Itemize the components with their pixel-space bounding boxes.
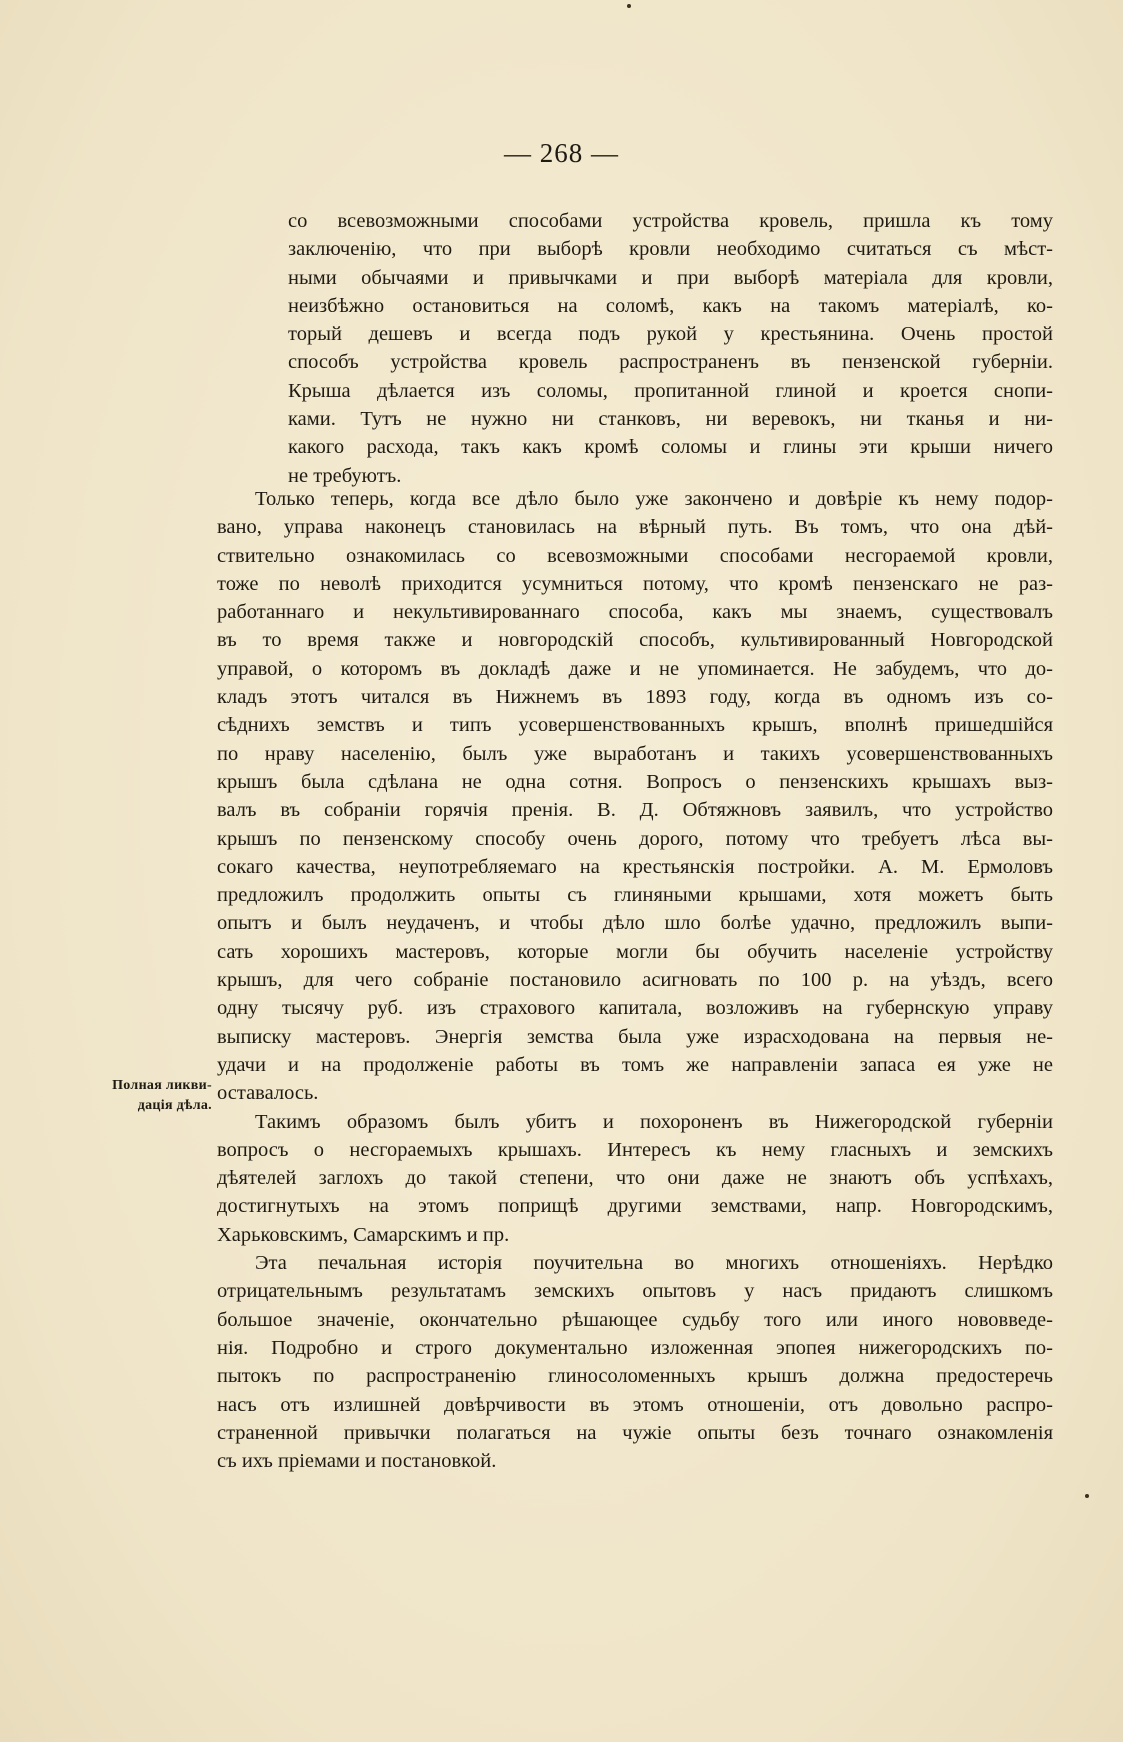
text-line: крышъ была сдѣлана не одна сотня. Вопросъ о пензенскихъ крышахъ выз- (217, 770, 1053, 793)
text-line: нія. Подробно и строго документально изложенная эпопея нижегородскихъ по- (217, 1336, 1053, 1359)
text-line: дѣятелей заглохъ до такой степени, что они даже не знаютъ объ успѣхахъ, (217, 1167, 1053, 1190)
text-line: ными обычаями и привычками и при выборѣ матеріала для кровли, (288, 266, 1053, 289)
text-line: валъ въ собраніи горячія пренія. В. Д. Обтяжновъ заявилъ, что устройство (217, 799, 1053, 822)
text-line: страненной привычки полагаться на чужіе опыты безъ точнаго ознакомленія (217, 1421, 1053, 1444)
paragraph-continued (288, 207, 1053, 490)
text-line: предложилъ продолжить опыты съ глиняными крышами, хотя можетъ быть (217, 884, 1053, 907)
text-line: ками. Тутъ не нужно ни станковъ, ни веревокъ, ни тканья и ни- (288, 408, 1053, 431)
text-line: Харьковскимъ, Самарскимъ и пр. (217, 1223, 510, 1246)
text-line: въ то время также и новгородскій способъ, культивированный Новгородской (217, 629, 1053, 652)
text-line: работаннаго и некультивированнаго способа, какъ мы знаемъ, существовалъ (217, 601, 1053, 624)
text-line: Только теперь, когда все дѣло было уже закончено и довѣріе къ нему подор- (255, 488, 1053, 510)
text-line: неизбѣжно остановиться на соломѣ, какъ на такомъ матеріалѣ, ко- (288, 294, 1053, 317)
text-line: ствительно ознакомилась со всевозможными способами несгораемой кровли, (217, 544, 1053, 567)
text-line: крышъ, для чего собраніе постановило асигновать по 100 р. на уѣздъ, всего (217, 969, 1053, 992)
main-text (217, 485, 1053, 1475)
text-line: вано, управа наконецъ становилась на вѣрный путь. Въ томъ, что она дѣй- (217, 516, 1053, 539)
text-line: со всевозможными способами устройства кровель, пришла къ тому (288, 210, 1053, 232)
text-line: заключенію, что при выборѣ кровли необходимо считаться съ мѣст- (288, 238, 1053, 261)
text-line: Крыша дѣлается изъ соломы, пропитанной глиной и кроется снопи- (288, 379, 1053, 402)
page-number: — 268 — (504, 138, 619, 168)
text-line: насъ отъ излишней довѣрчивости въ этомъ отношеніи, отъ довольно распро- (217, 1393, 1053, 1416)
text-line: крышъ по пензенскому способу очень дорого, потому что требуетъ лѣса вы- (217, 827, 1053, 850)
text-line: опытъ и былъ неудаченъ, и чтобы дѣло шло болѣе удачно, предложилъ выпи- (217, 912, 1053, 935)
text-line: управой, о которомъ въ докладѣ даже и не упоминается. Не забудемъ, что до- (217, 657, 1053, 680)
text-line: удачи и на продолженіе работы въ томъ же направленіи запаса ея уже не (217, 1053, 1053, 1076)
text-line: торый дешевъ и всегда подъ рукой у крестьянина. Очень простой (288, 323, 1053, 346)
text-line: сать хорошихъ мастеровъ, которые могли бы обучить населеніе устройству (217, 940, 1053, 963)
text-line: сокаго качества, неупотребляемаго на крестьянскія постройки. А. М. Ермоловъ (217, 855, 1053, 878)
text-line: достигнутыхъ на этомъ поприщѣ другими земствами, напр. Новгородскимъ, (217, 1195, 1053, 1218)
text-line: сѣднихъ земствъ и типъ усовершенствованныхъ крышъ, вполнѣ пришедшійся (217, 714, 1053, 737)
text-line: Такимъ образомъ былъ убитъ и похороненъ въ Нижегородской губерніи (255, 1110, 1053, 1133)
margin-note-line: Полная ликви- (112, 1078, 212, 1093)
text-line: большое значеніе, окончательно рѣшающее судьбу того или иного нововведе- (217, 1308, 1053, 1331)
text-line: способъ устройства кровель распространенъ въ пензенской губерніи. (288, 351, 1053, 374)
text-line: какого расхода, такъ какъ кромѣ соломы и глины эти крыши ничего (288, 436, 1053, 459)
text-line: тоже по неволѣ приходится усумниться потому, что кромѣ пензенскаго не раз- (217, 572, 1053, 595)
margin-note-line: дація дѣла. (137, 1098, 212, 1113)
print-speck (1085, 1494, 1089, 1498)
print-speck (627, 4, 631, 8)
margin-note (82, 1076, 212, 1116)
text-line: одну тысячу руб. изъ страхового капитала, возложивъ на губернскую управу (217, 997, 1053, 1020)
text-line: оставалось. (217, 1082, 319, 1105)
text-line: пытокъ по распространенію глиносоломенныхъ крышъ должна предостеречь (217, 1365, 1053, 1388)
text-line: не требуютъ. (288, 464, 402, 487)
text-line: отрицательнымъ результатамъ земскихъ опытовъ у насъ придаютъ слишкомъ (217, 1280, 1053, 1303)
text-line: вопросъ о несгораемыхъ крышахъ. Интересъ къ нему гласныхъ и земскихъ (217, 1138, 1053, 1161)
text-line: по нраву населенію, былъ уже выработанъ и такихъ усовершенствованныхъ (217, 742, 1053, 765)
text-line: выписку мастеровъ. Энергія земства была уже израсходована на первыя не- (217, 1025, 1053, 1048)
text-line: Эта печальная исторія поучительна во многихъ отношеніяхъ. Нерѣдко (255, 1252, 1053, 1275)
text-line: съ ихъ пріемами и постановкой. (217, 1450, 497, 1473)
text-line: кладъ этотъ читался въ Нижнемъ въ 1893 году, когда въ одномъ изъ со- (217, 686, 1053, 709)
